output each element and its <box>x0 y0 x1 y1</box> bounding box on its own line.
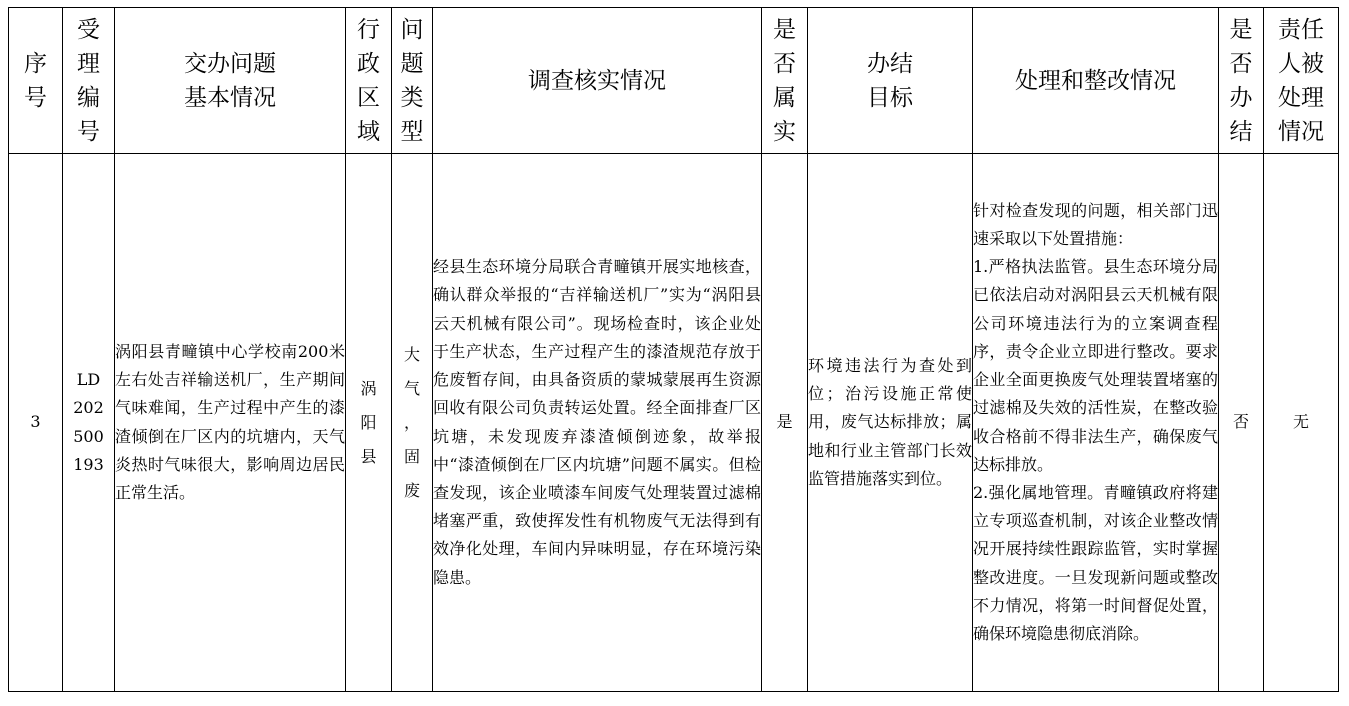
cell-handling <box>973 154 1219 692</box>
cell-issue-type: 大 气 ， 固 废 <box>392 154 433 692</box>
header-acceptance-no: 受 理 编 号 <box>63 8 115 154</box>
header-seq: 序 号 <box>9 8 63 154</box>
cell-issue-basic: 涡阳县青疃镇中心学校南200米左右处吉祥输送机厂，生产期间气味难闻，生产过程中产生的漆渣倾倒在厂区内的坑塘内，天气炎热时气味很大，影响周边居民正常生活。 <box>115 154 346 692</box>
handling-intro: 针对检查发现的问题，相关部门迅速采取以下处置措施： <box>973 200 1218 249</box>
petition-handling-table <box>8 7 1339 692</box>
header-investigation: 调查核实情况 <box>433 8 762 154</box>
cell-accountability: 无 <box>1264 154 1339 692</box>
header-issue-type: 问 题 类 型 <box>392 8 433 154</box>
cell-investigation: 经县生态环境分局联合青疃镇开展实地核查，确认群众举报的“吉祥输送机厂”实为“涡阳县云天机械有限公司”。现场检查时，该企业处于生产状态，生产过程产生的漆渣规范存放于危废暂存间，由具备资质的蒙城蒙展再生资源回收有限公司负责转运处置。经全面排查厂区坑塘，未发现废弃漆渣倾倒迹象，故举报中“漆渣倾倒在厂区内坑塘”问题不属实。但检查发现，该企业喷漆车间废气处理装置过滤棉堵塞严重，致使挥发性有机物废气无法得到有效净化处理，车间内异味明显，存在环境污染隐患。 <box>433 154 762 692</box>
handling-measure-2: 2.强化属地管理。青疃镇政府将建立专项巡查机制，对该企业整改情况开展持续性跟踪监管，实时掌握整改进度。一旦发现新问题或整改不力情况，将第一时间督促处置，确保环境隐患彻底消除。 <box>973 482 1218 643</box>
handling-measure-1: 1.严格执法监管。县生态环境分局已依法启动对涡阳县云天机械有限公司环境违法行为的立案调查程序，责令企业立即进行整改。要求企业全面更换废气处理装置堵塞的过滤棉及失效的活性炭，在整改验收合格前不得非法生产，确保废气达标排放。 <box>973 257 1218 474</box>
cell-seq: 3 <box>9 154 63 692</box>
header-issue-basic: 交办问题 基本情况 <box>115 8 346 154</box>
header-verified: 是 否 属 实 <box>762 8 808 154</box>
header-closed: 是 否 办 结 <box>1219 8 1264 154</box>
header-closure-goal: 办结 目标 <box>808 8 973 154</box>
cell-acceptance-no: LD 202 500 193 <box>63 154 115 692</box>
cell-closed: 否 <box>1219 154 1264 692</box>
cell-admin-region: 涡 阳 县 <box>346 154 392 692</box>
cell-verified: 是 <box>762 154 808 692</box>
table-row <box>9 154 1339 692</box>
header-accountability: 责任 人被 处理 情况 <box>1264 8 1339 154</box>
header-admin-region: 行 政 区 域 <box>346 8 392 154</box>
header-row <box>9 8 1339 154</box>
cell-closure-goal: 环境违法行为查处到位；治污设施正常使用，废气达标排放；属地和行业主管部门长效监管措施落实到位。 <box>808 154 973 692</box>
header-handling: 处理和整改情况 <box>973 8 1219 154</box>
